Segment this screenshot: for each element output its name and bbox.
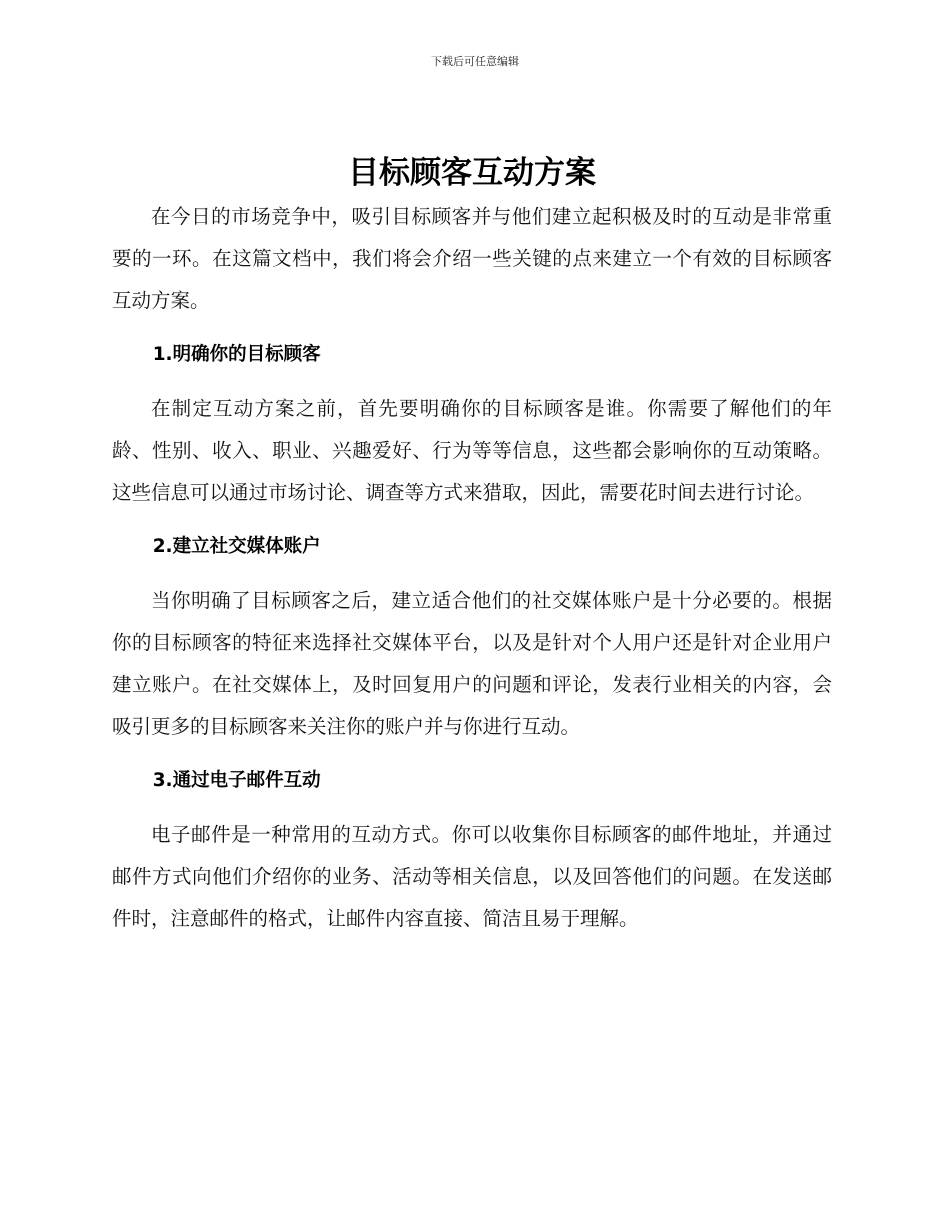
- header-note: 下载后可任意编辑: [431, 55, 519, 68]
- document-title: 目标顾客互动方案: [348, 155, 596, 191]
- section-heading-2: 2.建立社交媒体账户: [152, 536, 321, 557]
- document-content: [112, 150, 832, 940]
- section-heading-3: 3.通过电子邮件互动: [152, 770, 321, 791]
- section-body-1: 在制定互动方案之前，首先要明确你的目标顾客是谁。你需要了解他们的年龄、性别、收入、职业、兴趣爱好、行为等等信息，这些都会影响你的互动策略。这些信息可以通过市场讨论、调查等方式来猎取，因此，需要花时间去进行讨论。: [112, 397, 832, 504]
- section-heading-1: 1.明确你的目标顾客: [152, 344, 321, 365]
- section-body-3: 电子邮件是一种常用的互动方式。你可以收集你目标顾客的邮件地址，并通过邮件方式向他们介绍你的业务、活动等相关信息，以及回答他们的问题。在发送邮件时，注意邮件的格式，让邮件内容直接、简洁且易于理解。: [112, 823, 832, 930]
- intro-paragraph: 在今日的市场竞争中，吸引目标顾客并与他们建立起积极及时的互动是非常重要的一环。在这篇文档中，我们将会介绍一些关键的点来建立一个有效的目标顾客互动方案。: [112, 205, 832, 312]
- section-body-2: 当你明确了目标顾客之后，建立适合他们的社交媒体账户是十分必要的。根据你的目标顾客的特征来选择社交媒体平台，以及是针对个人用户还是针对企业用户建立账户。在社交媒体上，及时回复用户的问题和评论，发表行业相关的内容，会吸引更多的目标顾客来关注你的账户并与你进行互动。: [112, 589, 832, 738]
